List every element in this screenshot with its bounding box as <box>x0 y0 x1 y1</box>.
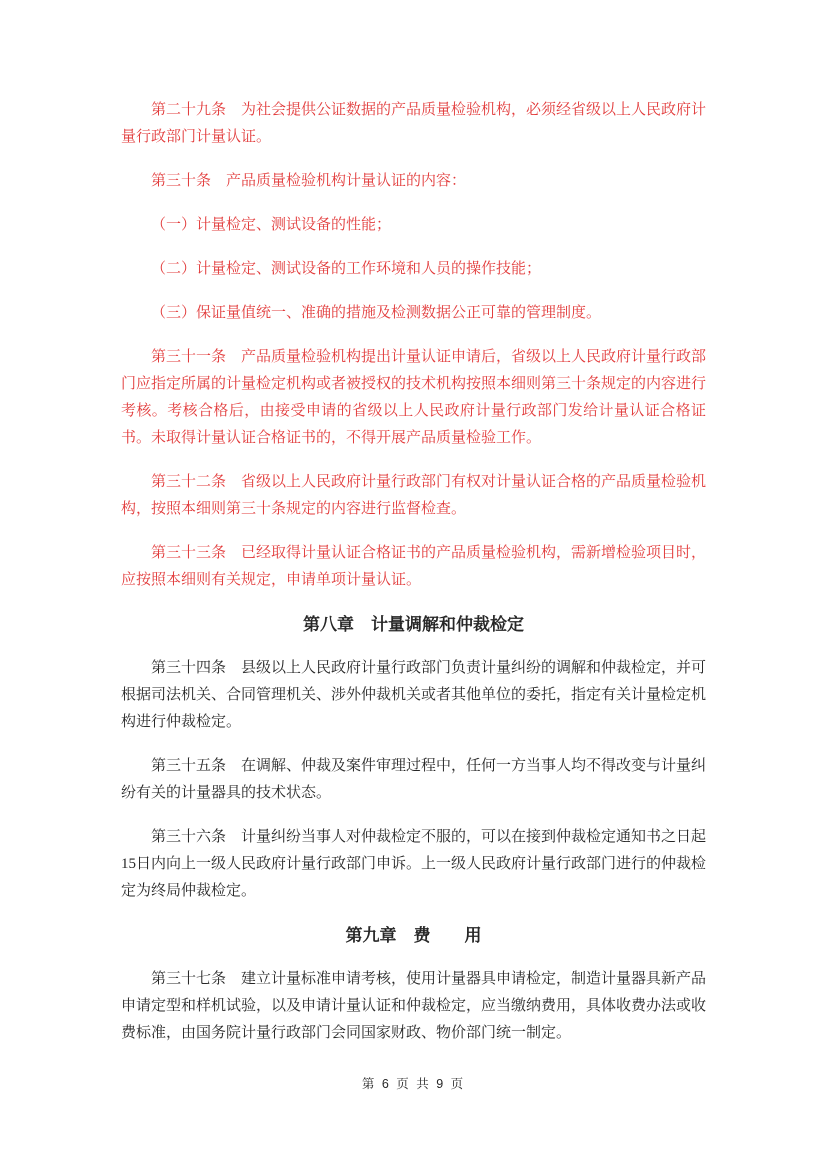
para-article-37: 第三十七条 建立计量标准申请考核，使用计量器具申请检定，制造计量器具新产品申请定型和样机试验，以及申请计量认证和仲裁检定，应当缴纳费用，具体收费办法或收费标准，由国务院计量行政部门会同国家财政、物价部门统一制定。 <box>121 971 707 1041</box>
para-article-30: 第三十条 产品质量检验机构计量认证的内容： <box>151 173 467 189</box>
para-article-31: 第三十一条 产品质量检验机构提出计量认证申请后，省级以上人民政府计量行政部门应指定所属的计量检定机构或者被授权的技术机构按照本细则第三十条规定的内容进行考核。考核合格后，由接受申请的省级以上人民政府计量行政部门发给计量认证合格证书。未取得计量认证合格证书的，不得开展产品质量检验工作。 <box>121 349 707 446</box>
list-item-2: （二）计量检定、测试设备的工作环境和人员的操作技能； <box>151 261 542 277</box>
page-footer: 第 6 页 共 9 页 <box>361 1077 466 1091</box>
para-article-29: 第二十九条 为社会提供公证数据的产品质量检验机构，必须经省级以上人民政府计量行政部门计量认证。 <box>121 102 707 145</box>
para-article-34: 第三十四条 县级以上人民政府计量行政部门负责计量纠纷的调解和仲裁检定，并可根据司法机关、合同管理机关、涉外仲裁机关或者其他单位的委托，指定有关计量检定机构进行仲裁检定。 <box>121 660 707 730</box>
para-article-35: 第三十五条 在调解、仲裁及案件审理过程中，任何一方当事人均不得改变与计量纠纷有关的计量器具的技术状态。 <box>121 758 707 801</box>
list-item-1: （一）计量检定、测试设备的性能； <box>151 217 392 233</box>
para-article-33: 第三十三条 已经取得计量认证合格证书的产品质量检验机构，需新增检验项目时，应按照本细则有关规定，申请单项计量认证。 <box>121 545 707 588</box>
chapter-8-heading: 第八章 计量调解和仲裁检定 <box>303 615 524 634</box>
document-body <box>121 97 706 1064</box>
list-item-3: （三）保证量值统一、准确的措施及检测数据公正可靠的管理制度。 <box>151 305 602 321</box>
chapter-9-heading: 第九章 费 用 <box>345 926 482 945</box>
para-article-36: 第三十六条 计量纠纷当事人对仲裁检定不服的，可以在接到仲裁检定通知书之日起15日内向上一级人民政府计量行政部门申诉。上一级人民政府计量行政部门进行的仲裁检定为终局仲裁检定。 <box>121 829 707 899</box>
para-article-32: 第三十二条 省级以上人民政府计量行政部门有权对计量认证合格的产品质量检验机构，按照本细则第三十条规定的内容进行监督检查。 <box>121 474 707 517</box>
